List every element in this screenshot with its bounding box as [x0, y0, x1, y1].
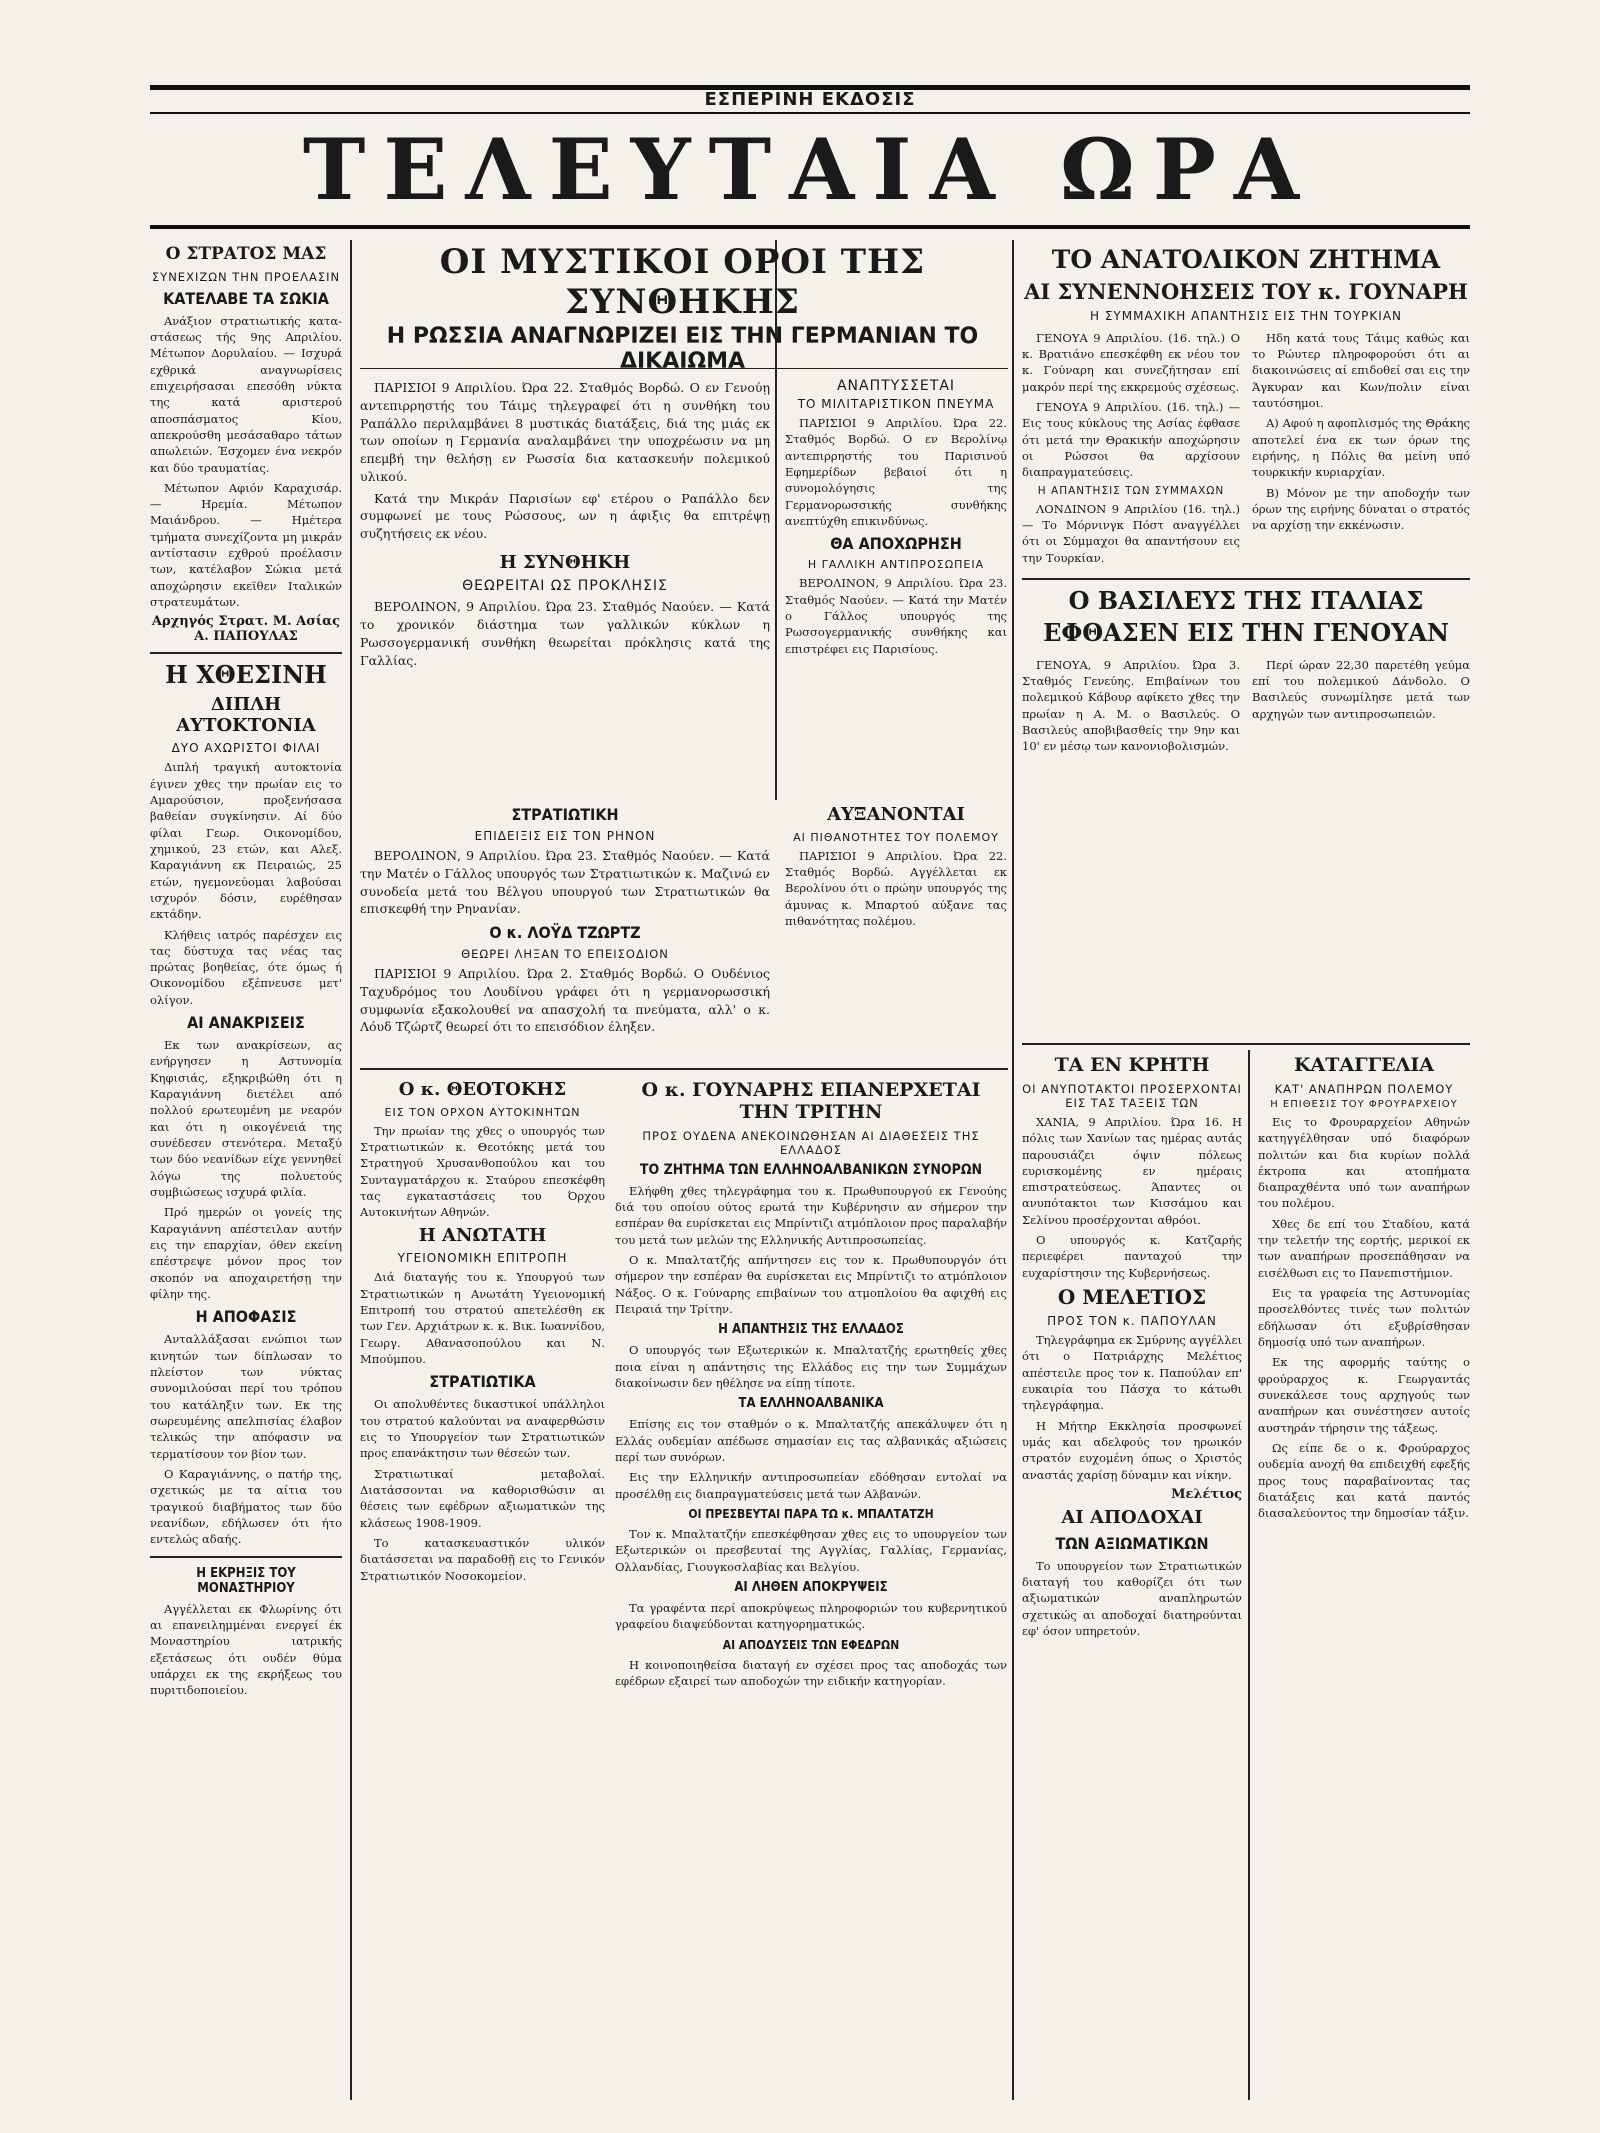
- article-text: Διά διαταγής του κ. Υπουργού των Στρατιωτικών η Ανωτάτη Υγειονομική Επιτροπή του στρατού απετελέσθη εκ των Γεν. Αρχιάτρων κ. κ. Βικ. Ιωαννίδου, Γεωργ. Αθανασοπούλου και Ν. Μπούμπου.: [360, 1270, 605, 1366]
- article-text: Ο Καραγιάννης, ο πατήρ της, σχετικώς με τα αίτια του τραγικού διαβήματος των δύο νεανίδων, εδήλωσεν ότι ήτο εντελώς αδαής.: [150, 1467, 342, 1547]
- column-2-bottom: [360, 1075, 605, 2100]
- article-text: ΠΑΡΙΣΙΟΙ 9 Απριλίου. Ώρα 22. Σταθμός Βορδώ. Αγγέλλεται εκ Βερολίνου ότι ο πρώην υπουργός της άμυνας κ. Μπαρτού αύξανε τας πιθανότητας πολέμου.: [785, 848, 1007, 928]
- banner-russia: Η ΡΩΣΣΙΑ ΑΝΑΓΝΩΡΙΖΕΙ ΕΙΣ ΤΗΝ ΓΕΡΜΑΝΙΑΝ ΤΟ ΔΙΚΑΙΩΜΑ: [386, 324, 979, 370]
- subhead-allied-reply: Η ΣΥΜΜΑΧΙΚΗ ΑΠΑΝΤΗΣΙΣ ΕΙΣ ΤΗΝ ΤΟΥΡΚΙΑΝ: [1089, 308, 1403, 323]
- headline-withdrawal: ΘΑ ΑΠΟΧΩΡΗΣΗ: [830, 534, 962, 554]
- headline-officer-pay: ΑΙ ΑΠΟΔΟΧΑΙ: [1061, 1507, 1203, 1529]
- main-banner: [360, 240, 1005, 370]
- edition-kicker: ΕΣΠΕΡΙΝΗ ΕΚΔΟΣΙΣ: [150, 85, 1470, 114]
- headline-gounaris-talks: ΑΙ ΣΥΝΕΝΝΟΗΣΕΙΣ ΤΟΥ κ. ΓΟΥΝΑΡΗ: [1024, 278, 1468, 304]
- article-text: Α) Αφού η αφοπλισμός της Θράκης αποτελεί ένα εκ των όρων της ειρήνης, η Πόλις θα μείνη υπό τουρκικήν κυριαρχίαν.: [1252, 416, 1470, 480]
- signature: Αρχηγός Στρατ. Μ. Ασίας Α. ΠΑΠΟΥΛΑΣ: [151, 614, 341, 645]
- headline-military: ΣΤΡΑΤΙΩΤΙΚΑ: [429, 1372, 536, 1392]
- article-text: Ο κ. Μπαλτατζής απήντησεν εις τον κ. Πρωθυπουργόν ότι σήμερον την εσπέραν θα ευρίσκεται εις Μπρίντιζι το ατμόπλοιον Νάξος. Ο κ. Γούναρης επιβαίνων του ατμοπλοίου θα αφιχθή εις Πειραιά την Τρίτην.: [615, 1253, 1007, 1316]
- subhead-advance: ΣΥΝΕΧΙΖΩΝ ΤΗΝ ΠΡΟΕΛΑΣΙΝ: [151, 269, 341, 284]
- subhead-meletios: ΠΡΟΣ ΤΟΝ κ. ΠΑΠΟΥΛΑΝ: [1047, 1314, 1217, 1329]
- headline-theotokis: Ο κ. ΘΕΟΤΟΚΗΣ: [398, 1079, 567, 1100]
- headline-rhine: ΣΤΡΑΤΙΩΤΙΚΗ: [511, 805, 619, 824]
- article-text: Ελήφθη χθες τηλεγράφημα του κ. Πρωθυπουργού εκ Γενούης διά του οποίου ούτος ερωτά την Κυβέρνησιν αν σήμερον την εσπέραν θα ευρίσκεται εις Μπρίντιζι ατμόπλοιον προς παραλαβήν του μετά των μελών της Ελληνικής Αντιπροσωπείας.: [615, 1183, 1007, 1247]
- headline-army: Ο ΣΤΡΑΤΟΣ ΜΑΣ: [165, 244, 327, 264]
- article-text: ΒΕΡΟΛΙΝΟΝ, 9 Απριλίου. Ώρα 23. Σταθμός Ναούεν. — Κατά το χρονικόν διάστημα των γαλλικών κύκλων η Ρωσσογερμανική συνθήκη θεωρείται πρόκλησις κατά της Γαλλίας.: [360, 599, 770, 668]
- headline-health-committee: Η ΑΝΩΤΑΤΗ: [418, 1224, 547, 1246]
- two-column-text: [1022, 326, 1470, 570]
- subhead-gounaris: ΠΡΟΣ ΟΥΔΕΝΑ ΑΝΕΚΟΙΝΩΘΗΣΑΝ ΑΙ ΔΙΑΘΕΣΕΙΣ ΤΗΣ ΕΛΛΑΔΟΣ: [642, 1128, 980, 1157]
- article-text: Διπλή τραγική αυτοκτονία έγινεν χθες την πρωίαν εις το Αμαρούσιον, προξενήσασα βαθείαν συγκίνησιν. Αί δύο φίλαι Γεωρ. Οικονομίδου, χημικού, 23 ετών, και Αλεξ. Καραγιάννη εκ Πειραιώς, 25 ετών, ηγεμονεύομαι λαβούσαι ισχυρόν δόσιν, ευρέθησαν εκτάδην.: [150, 760, 342, 922]
- signature: Μελέτιος: [1171, 1487, 1242, 1503]
- two-column-text: [1022, 653, 1470, 759]
- headline-ambassadors: ΟΙ ΠΡΕΣΒΕΥΤΑΙ ΠΑΡΑ ΤΩ κ. ΜΠΑΛΤΑΤΖΗ: [688, 1506, 934, 1521]
- divider: [150, 652, 342, 654]
- subhead-sokia: ΚΑΤΕΛΑΒΕ ΤΑ ΣΩΚΙΑ: [163, 288, 329, 308]
- article-text: Πρό ημερών οι γονείς της Καραγιάννη απέστειλαν αυτήν εις την επαρχίαν, όθεν εκείνη επέστρεψε μόνον προς τον σκοπόν να αποχαιρετήσῃ την φίλην της.: [150, 1205, 342, 1302]
- column-rule: [350, 240, 352, 2100]
- headline-arrived-genoa: ΕΦΘΑΣΕΝ ΕΙΣ ΤΗΝ ΓΕΝΟΥΑΝ: [1043, 618, 1449, 648]
- divider: [1022, 1043, 1470, 1045]
- article-text: Ο υπουργός των Εξωτερικών κ. Μπαλτατζής ερωτηθείς χθες ποια είναι η απάντησις της Ελλάδος εις την των Συμμάχων διακοίνωσιν δεν ηθέλησε να είπῃ τίποτε.: [615, 1343, 1007, 1390]
- article-text: ΓΕΝΟΥΑ 9 Απριλίου. (16. τηλ.) Ο κ. Βρατιάνο επεσκέφθη εκ νέου τον κ. Γούναρη και συνεζήτησαν επί μακρόν περί της εκκρεμούς σχέσεως.: [1022, 330, 1240, 394]
- article-text: Περί ώραν 22,30 παρετέθη γεύμα επί του πολεμικού Δάνδολο. Ο Βασιλεύς συνωμίλησε μετά των αρχηγών των αντιπροσωπειών.: [1252, 657, 1470, 721]
- subhead-investigations: ΑΙ ΑΝΑΚΡΙΣΕΙΣ: [187, 1013, 305, 1033]
- article-text: Ο υπουργός κ. Κατζαρής περιεφέρει πανταχού την ευχαρίστησιν της Κυβερνήσεως.: [1022, 1233, 1242, 1280]
- column-center-bottom: [615, 1075, 1007, 2100]
- divider: [360, 1068, 1008, 1070]
- column-3-lower: [785, 800, 1007, 1060]
- subhead-borders: ΤΟ ΖΗΤΗΜΑ ΤΩΝ ΕΛΛΗΝΟΑΛΒΑΝΙΚΩΝ ΣΥΝΟΡΩΝ: [639, 1161, 983, 1178]
- subhead-rhine: ΕΠΙΔΕΙΞΙΣ ΕΙΣ ΤΟΝ ΡΗΝΟΝ: [474, 829, 656, 843]
- divider: [1022, 578, 1470, 580]
- subhead-friends: ΔΥΟ ΑΧΩΡΙΣΤΟΙ ΦΙΛΑΙ: [171, 741, 321, 756]
- subhead-complaint: ΚΑΤ' ΑΝΑΠΗΡΩΝ ΠΟΛΕΜΟΥ: [1274, 1081, 1454, 1096]
- subhead-lloyd-george: ΘΕΩΡΕΙ ΛΗΞΑΝ ΤΟ ΕΠΕΙΣΟΔΙΟΝ: [461, 947, 669, 961]
- article-text: ΛΟΝΔΙΝΟΝ 9 Απριλίου (16. τηλ.) — Το Μόρνινγκ Πόστ αναγγέλλει ότι οι Σύμμαχοι θα απαντήσουν εις την Τουρκίαν.: [1022, 501, 1240, 565]
- article-text: Εις το Φρουραρχείον Αθηνών κατηγγέλθησαν υπό διαφόρων πολιτών και δια κυρίων πολλά έκτροπα και ατοπήματα διαπραχθέντα υπό των αναπήρων του πολέμου.: [1258, 1114, 1470, 1211]
- article-text: Αγγέλλεται εκ Φλωρίνης ότι αι επανειλημμέναι ενεργεί έκ Μοναστηρίου ιατρικής εξετάσεως ότι ουδέν θύμα υπάρχει εκ της εκρήξεως του πυριτιδοποιείου.: [150, 1601, 342, 1698]
- column-2: [360, 375, 770, 795]
- article-text: ΠΑΡΙΣΙΟΙ 9 Απριλίου. Ώρα 22. Σταθμός Βορδώ. Ο εν Βερολίνῳ αντεπιρρηστής του Παρισινού Εφημερίδων βεβαιοί ότι η συνομολόγησις της Γερμανορωσσικής συνθήκης ανεπτύχθη επικινδύνως.: [785, 416, 1007, 528]
- headline-crete: ΤΑ ΕΝ ΚΡΗΤΗ: [1054, 1054, 1210, 1076]
- article-text: Η κοινοποιηθείσα διαταγή εν σχέσει προς τας αποδοχάς των εφέδρων εξαιρεί των αποδοχών την ειδικήν κατηγορίαν.: [615, 1657, 1007, 1688]
- article-text: Β) Μόνον με την αποδοχήν των όρων της ειρήνης δύναται ο στρατός να αρχίσῃ την εκκένωσιν.: [1252, 485, 1470, 533]
- article-text: Χθες δε επί του Σταδίου, κατά την τελετήν της εορτής, μερικοί εκ των αναπήρων προσεπάθησαν να εισέλθωσι εις το Πανεπιστήμιον.: [1258, 1216, 1470, 1280]
- subhead-garrison: Η ΕΠΙΘΕΣΙΣ ΤΟΥ ΦΡΟΥΡΑΡΧΕΙΟΥ: [1270, 1098, 1458, 1110]
- article-text: Η Μήτηρ Εκκλησία προσφωνεί υμάς και αδελφούς τον ηρωικόν στρατόν ευχομένη όπως ο Χριστός αναστάς χαρίσῃ δύναμιν και νίκην.: [1022, 1418, 1242, 1482]
- article-text: Μέτωπον Αφιόν Καραχισάρ. — Ηρεμία. Μέτωπον Μαιάνδρου. — Ημέτερα τμήματα συνεχίζοντα μη μικράν αντίστασιν εχθρού προέλασιν των, κατέλαβον Σώκια μετά αποχώρησιν εκεϊθεν Ιταλικών στρατευμάτων.: [150, 480, 342, 610]
- article-text: Εκ των ανακρίσεων, ας ενήργησεν η Αστυνομία Κηφισιάς, εξηκριβώθη ότι η Καραγιάννη διετέλει από πολλού ερωτευμένη με νεαρόν και ότι η οικογένειά της συνέδεσεν στενότερα. Μεταξύ των δύο νεανίδων είχε γεννηθεί λόγω της πολυετούς συμβιώσεως ισχυρά φιλία.: [150, 1038, 342, 1200]
- article-text: Τηλεγράφημα εκ Σμύρνης αγγέλλει ότι ο Πατριάρχης Μελέτιος απέστειλε προς τον κ. Παπούλαν επ' ευκαιρία του Πάσχα το κάτωθι τηλεγράφημα.: [1022, 1333, 1242, 1413]
- headline-treaty: Η ΣΥΝΘΗΚΗ: [499, 551, 631, 573]
- column-6: [1258, 1050, 1470, 2100]
- article-text: Επίσης εις τον σταθμόν ο κ. Μπαλτατζής απεκάλυψεν ότι η Ελλάς ουδεμίαν απέδωσε σημασίαν εις τας αλβανικάς αξιώσεις περί των συνόρων.: [615, 1417, 1007, 1464]
- headline-greek-albanian: ΤΑ ΕΛΛΗΝΟΑΛΒΑΝΙΚΑ: [738, 1396, 884, 1412]
- headline-meletios: Ο ΜΕΛΕΤΙΟΣ: [1057, 1285, 1207, 1310]
- headline-militarism: ΑΝΑΠΤΥΣΣΕΤΑΙ: [836, 378, 956, 394]
- subhead-provocation: ΘΕΩΡΕΙΤΑΙ ΩΣ ΠΡΟΚΛΗΣΙΣ: [462, 578, 668, 595]
- headline-monastiri: Η ΕΚΡΗΞΙΣ ΤΟΥ ΜΟΝΑΣΤΗΡΙΟΥ: [196, 1565, 296, 1596]
- subhead-militarism: ΤΟ ΜΙΛΙΤΑΡΙΣΤΙΚΟΝ ΠΝΕΥΜΑ: [797, 397, 995, 411]
- article-text: Τον κ. Μπαλτατζήν επεσκέφθησαν χθες εις το υπουργείον των Εξωτερικών οι πρεσβευταί της Αγγλίας, Γαλλίας, Γερμανίας, Ολλανδίας, Γιουγκοσλαβίας και Βελγίου.: [615, 1526, 1007, 1574]
- subhead-crete: ΟΙ ΑΝΥΠΟΤΑΚΤΟΙ ΠΡΟΣΕΡΧΟΝΤΑΙ ΕΙΣ ΤΑΣ ΤΑΞΕΙΣ ΤΩΝ: [1022, 1081, 1242, 1110]
- column-4: [1022, 240, 1470, 1040]
- column-rule: [1012, 240, 1014, 2100]
- article-text: Εις την Ελληνικήν αντιπροσωπείαν εδόθησαν εντολαί να προσέλθῃ εις διαπραγματεύσεις μετά των Αλβανών.: [615, 1470, 1007, 1501]
- subhead-health-committee: ΥΓΕΙΟΝΟΜΙΚΗ ΕΠΙΤΡΟΠΗ: [397, 1251, 568, 1266]
- headline-double-suicide-b: ΔΙΠΛΗ ΑΥΤΟΚΤΟΝΙΑ: [176, 693, 316, 736]
- masthead: ΤΕΛΕΥΤΑΙΑ ΩΡΑ: [150, 115, 1470, 229]
- article-text: Το κατασκευαστικόν υλικόν διατάσσεται να παραδοθῇ εις το Γενικόν Στρατιωτικόν Νοσοκομείον.: [360, 1535, 605, 1583]
- headline-greek-reply: Η ΑΠΑΝΤΗΣΙΣ ΤΗΣ ΕΛΛΑΔΟΣ: [718, 1322, 904, 1338]
- article-text: Ηδη κατά τους Τάιμς καθώς και το Ρώυτερ πληροφορούσι ότι αι διακοινώσεις αί επιδοθεί σαι εις την Άγκυραν και Κων/πολιν είναι ταυτόσημοι.: [1252, 330, 1470, 410]
- article-text: ΒΕΡΟΛΙΝΟΝ, 9 Απριλίου. Ώρα 23. Σταθμός Ναούεν. — Κατά την Ματέν ο Γάλλος υπουργός της Ρωσσογερμανικής συνθήκης και επιστρέφει εις Παρισίους.: [785, 576, 1007, 656]
- headline-eastern-question: ΤΟ ΑΝΑΤΟΛΙΚΟΝ ΖΗΤΗΜΑ: [1051, 245, 1441, 274]
- article-text: Τα γραφέντα περί αποκρύψεως πληροφοριών του κυβερνητικού γραφείου διαψεύδονται κατηγορηματικώς.: [615, 1600, 1007, 1632]
- subhead-officer-pay: ΤΩΝ ΑΞΙΩΜΑΤΙΚΩΝ: [1055, 1533, 1209, 1553]
- column-rule: [1248, 1050, 1250, 2100]
- subhead-decision: Η ΑΠΟΦΑΣΙΣ: [195, 1307, 297, 1327]
- headline-war-odds: ΑΥΞΑΝΟΝΤΑΙ: [827, 804, 965, 825]
- banner-secret-terms: ΟΙ ΜΥΣΤΙΚΟΙ ΟΡΟΙ ΤΗΣ ΣΥΝΘΗΚΗΣ: [439, 242, 926, 322]
- article-text: Κλήθεις ιατρός παρέσχεν εις τας δύστυχα τας νέας τας πρώτας βοηθείας, ότε όμως ή Οικονομίδου εξέπνευσε μετ' ολίγον.: [150, 927, 342, 1007]
- article-text: Οι απολυθέντες δικαστικοί υπάλληλοι του στρατού καλούνται να αναφερθώσιν εις το Υπουργείον των Στρατιωτικών προς επανάκτησιν των θέσεών των.: [360, 1397, 605, 1461]
- subhead-war-odds: ΑΙ ΠΙΘΑΝΟΤΗΤΕΣ ΤΟΥ ΠΟΛΕΜΟΥ: [793, 830, 999, 844]
- article-text: ΓΕΝΟΥΑ, 9 Απριλίου. Ώρα 3. Σταθμός Γενεύης. Επιβαίνων του πολεμικού Κάβουρ αφίκετο χθες την πρωίαν η Α. Μ. ο Βασιλεύς. Ο Βασιλεύς αποβιβασθείς την 9ην και 10' εν μέσῳ των κανονιοβολισμών.: [1022, 657, 1240, 754]
- article-text: ΧΑΝΙΑ, 9 Απριλίου. Ώρα 16. Η πόλις των Χανίων τας ημέρας αυτάς παρουσιάζει όψιν πόλεως ευρισκομένης εν ημέραις επιστρατεύσεως. Άπαντες οι ανυπότακτοι των Κισσάμου και Σελίνου προσέρχονται αθρόοι.: [1022, 1114, 1242, 1227]
- article-text: ΒΕΡΟΛΙΝΟΝ, 9 Απριλίου. Ώρα 23. Σταθμός Ναούεν. — Κατά την Ματέν ο Γάλλος υπουργός των Στρατιωτικών κ. Μαζινώ εν συνοδεία μετά του Βέλγου υπουργού των Στρατιωτικών θα επισκεφθή την Ρηνανίαν.: [360, 848, 770, 917]
- headline-king-italy: Ο ΒΑΣΙΛΕΥΣ ΤΗΣ ΙΤΑΛΙΑΣ: [1068, 585, 1424, 615]
- article-text: Εις τα γραφεία της Αστυνομίας προσελθόντες τινές των πολιτών εδήλωσαν ότι εξυβρίσθησαν δημοσίᾳ υπό των αναπήρων.: [1258, 1286, 1470, 1350]
- article-text: ΠΑΡΙΣΙΟΙ 9 Απριλίου. Ώρα 22. Σταθμός Βορδώ. Ο εν Γενούῃ αντεπιρρηστής του Τάιμς τηλεγραφεί ότι η συνθήκη του Ραπάλλο περιλαμβάνει 8 μυστικάς διατάξεις, διά της μιάς εκ των οποίων η Γερμανία αναλαμβάνει την υποχρέωσιν να μη επεμβή την θελήσῃ εν Ρωσσία δια κατασκευήν πολεμικού υλικού.: [360, 380, 770, 484]
- article-text: Ανταλλάξασαι ενώπιοι των κινητών των δίπλωσαν το πλείστον των νύκτας συνομιλούσαι περί του τρόπου του κατάληξιν των. Εκ της σωρευμένης απελπισίας έλαβον τελικώς την απόφασιν να τερματίσουν τον βίον των.: [150, 1332, 342, 1461]
- column-3: [785, 375, 1007, 795]
- article-text: ΠΑΡΙΣΙΟΙ 9 Απριλίου. Ώρα 2. Σταθμός Βορδώ. Ο Ουδένιος Ταχυδρόμος του Λουδίνου γράφει ότι η γερμανορωσσική συμφωνία εξακολουθεί να απασχολή τα πνεύματα, αλλ' ο κ. Λόυδ Τζώρτζ θεωρεί ότι το επεισόδιον έληξεν.: [360, 966, 770, 1035]
- headline-complaint: ΚΑΤΑΓΓΕΛΙΑ: [1294, 1054, 1434, 1076]
- subhead-theotokis: ΕΙΣ ΤΟΝ ΟΡΧΟΝ ΑΥΤΟΚΙΝΗΤΩΝ: [384, 1105, 581, 1119]
- article-text: Στρατιωτικαί μεταβολαί. Διατάσσονται να καθορισθώσιν αι θέσεις των εφέδρων αξιωματικών της κλάσεως 1908-1909.: [360, 1466, 605, 1530]
- headline-gounaris: Ο κ. ΓΟΥΝΑΡΗΣ ΕΠΑΝΕΡΧΕΤΑΙ ΤΗΝ ΤΡΙΤΗΝ: [641, 1079, 981, 1123]
- article-text: Ως είπε δε ο κ. Φρούραρχος ουδεμία ανοχή θα επιδειχθή εφεξής προς τους παραβαίνοντας τας διατάξεις και κατά παντός διασαλεύοντος την δημοσίαν τάξιν.: [1258, 1441, 1470, 1521]
- column-1: [150, 240, 342, 2100]
- newspaper-page: [150, 85, 1470, 2105]
- headline-disclosures: ΑΙ ΛΗΘΕΝ ΑΠΟΚΡΥΨΕΙΣ: [734, 1579, 888, 1595]
- divider: [150, 1556, 342, 1558]
- article-text: ΓΕΝΟΥΑ 9 Απριλίου. (16. τηλ.) — Εις τους κύκλους της Ασίας έφθασε ότι μετά την Θρακικήν αποχώρησιν οι Ρώσσοι θα αρχίσουν διαπραγματεύσεις.: [1022, 399, 1240, 480]
- article-text: Κατά την Μικράν Παρισίων εφ' ετέρου ο Ραπάλλο δεν συμφωνεί με τους Ρώσσους, ων η άφιξις θα επιτρέψῃ συζητήσεις εκ νέου.: [360, 490, 770, 541]
- subhead-allies-answer: Η ΑΠΑΝΤΗΣΙΣ ΤΩΝ ΣΥΜΜΑΧΩΝ: [1037, 484, 1225, 497]
- article-text: Εκ της αφορμής ταύτης ο φρούραρχος κ. Γεωργαντάς συνεκάλεσε τους αρχηγούς των αναπήρων και συνέστησεν αυτοίς αυστηράν τήρησιν της τάξεως.: [1258, 1355, 1470, 1435]
- article-text: Ανάξιον στρατιωτικής καταστάσεως τής 9ης Απριλίου. Μέτωπον Δορυλαίου. — Ισχυρά εχθρικά αναγνωρίσεις επιχειρήσασαι επεσόθη νύκτα της κατά αριστερού αποσπάσματος Κίου, απεκρούσθη μεσάσαθαρο τάτων απωλειών. Έσχομεν ένα νεκρόν και δύο τραυματίας.: [150, 313, 342, 475]
- headline-lloyd-george: Ο κ. ΛΟΫΔ ΤΖΩΡΤΖ: [489, 923, 641, 942]
- headline-reserves: ΑΙ ΑΠΟΔΥΣΕΙΣ ΤΩΝ ΕΦΕΔΡΩΝ: [722, 1637, 900, 1652]
- article-text: Την πρωίαν της χθες ο υπουργός των Στρατιωτικών κ. Θεοτόκης μετά του Στρατηγού Χρυσανθοπούλου και του Συνταγματάρχου κ. Σταύρου επεσκέφθη τας εγκαταστάσεις του Όρχου Αυτοκινήτων Αθηνών.: [360, 1123, 605, 1220]
- column-5: [1022, 1050, 1242, 2100]
- subhead-withdrawal: Η ΓΑΛΛΙΚΗ ΑΝΤΙΠΡΟΣΩΠΕΙΑ: [807, 558, 985, 572]
- column-2-lower: [360, 800, 770, 1060]
- divider: [360, 368, 1008, 369]
- headline-double-suicide: Η ΧΘΕΣΙΝΗ: [165, 660, 327, 690]
- article-text: Το υπουργείον των Στρατιωτικών διαταγή του καθορίζει ότι των αξιωματικών αναπληρωτών σχετικώς αι αποδοχαί διατηρούνται εφ' όσον υπηρετούν.: [1022, 1558, 1242, 1639]
